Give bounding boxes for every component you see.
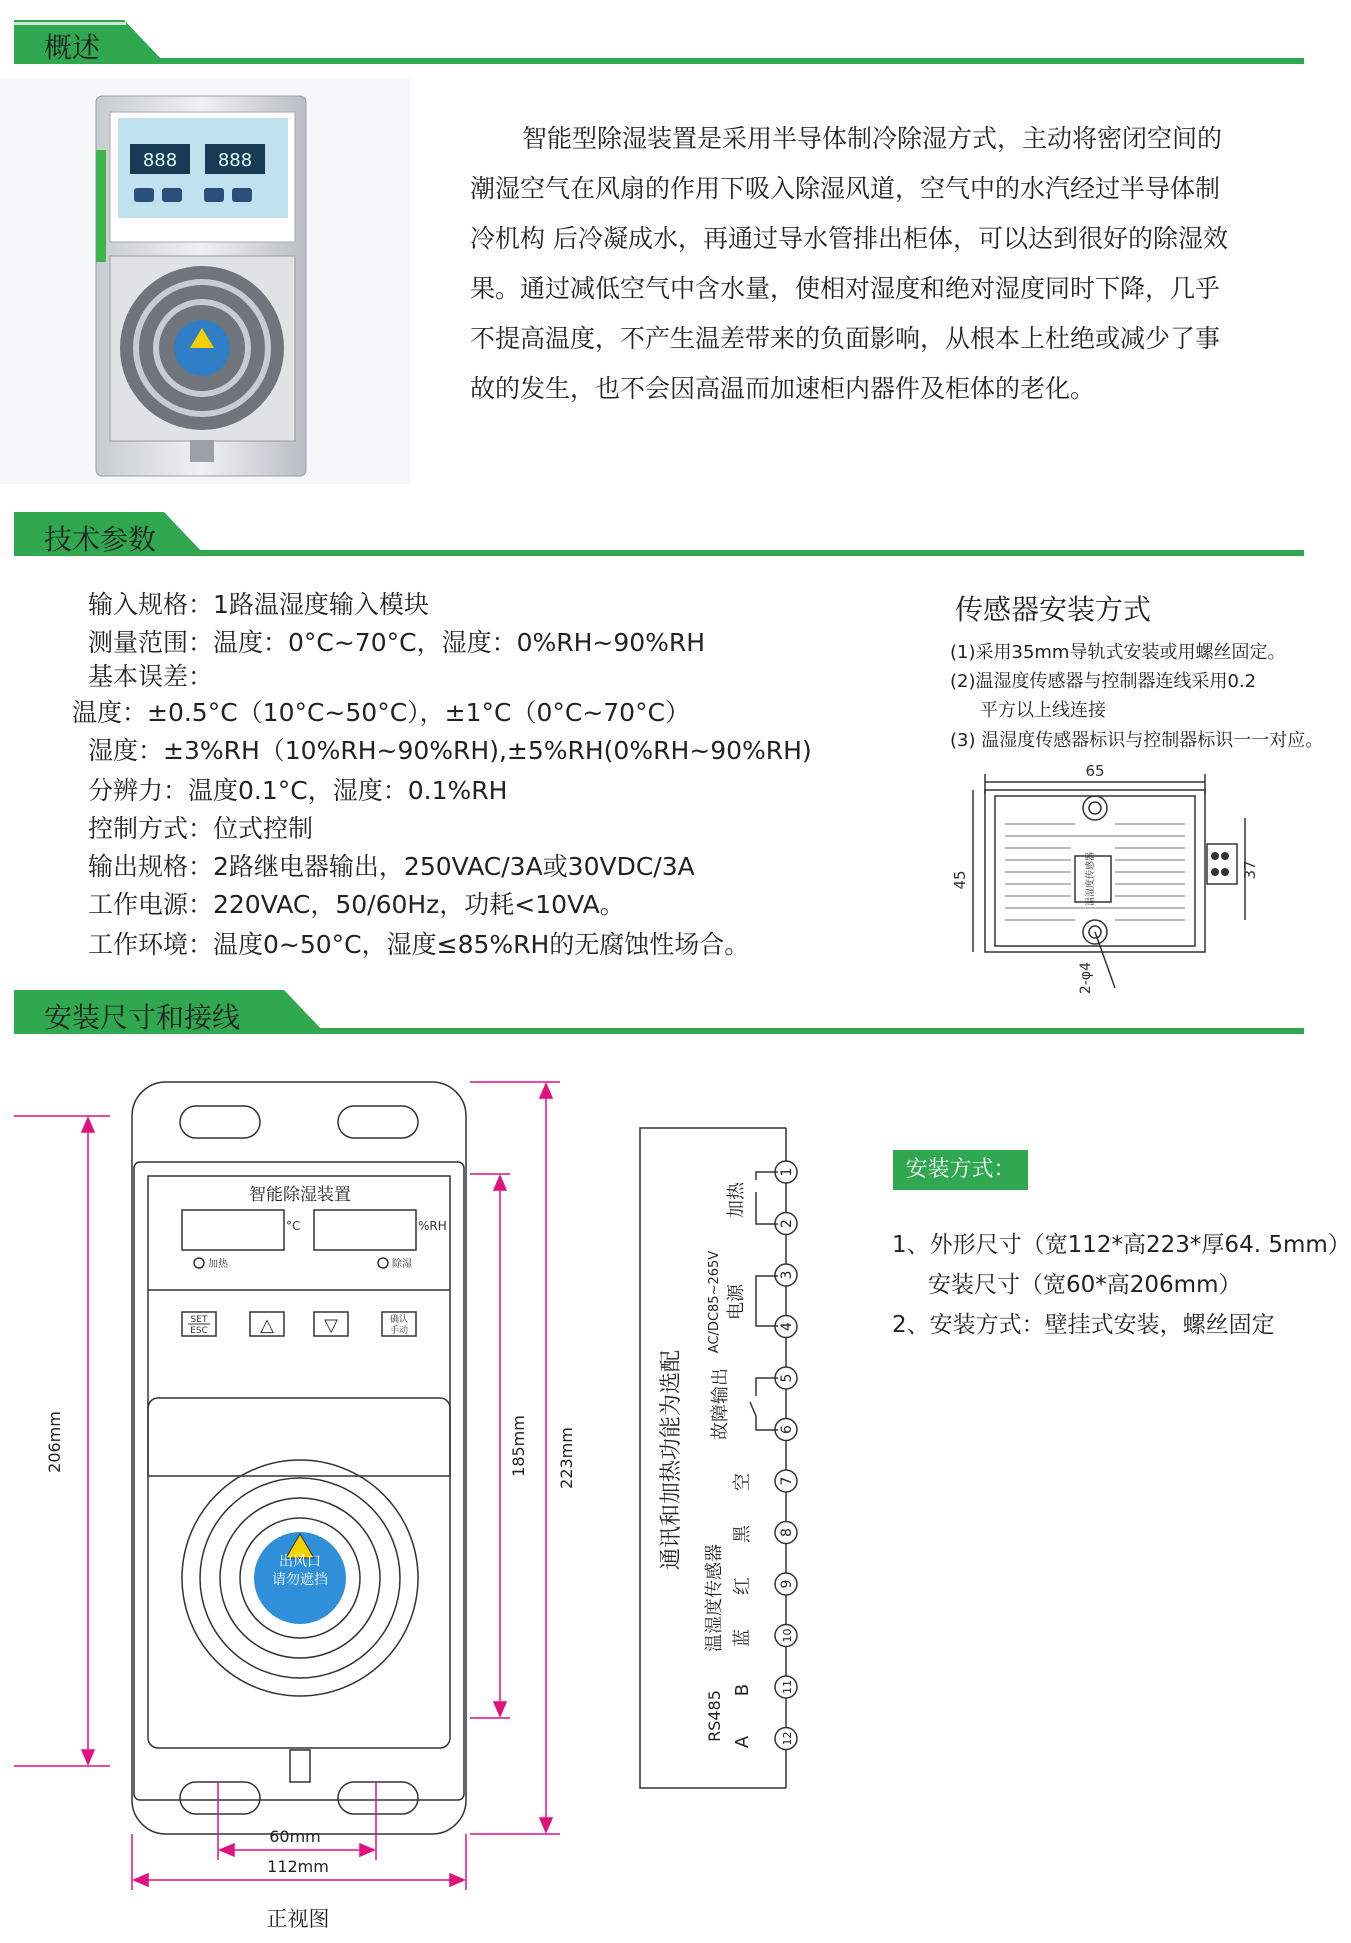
product-photo [0, 78, 410, 484]
fan-label-2: 请勿遮挡 [272, 1572, 328, 1588]
sensor-label: 温湿度传感器 [1086, 851, 1096, 907]
wiring-diagram [630, 1120, 830, 1800]
wiring-blue: 蓝 [732, 1629, 753, 1647]
section-bar-shape [14, 20, 1304, 70]
param-line: 湿度：±3%RH（10%RH~90%RH),±5%RH(0%RH~90%RH) [88, 736, 812, 765]
param-line: 工作环境：温度0~50°C，湿度≤85%RH的无腐蚀性场合。 [88, 930, 750, 959]
btn-up-icon: △ [260, 1315, 274, 1336]
param-line: 温度：±0.5°C（10°C~50°C），±1°C（0°C~70°C） [72, 698, 691, 727]
section-title: 安装尺寸和接线 [44, 1001, 241, 1034]
terminal-number: 2 [779, 1219, 795, 1228]
param-line: 分辨力：温度0.1°C，湿度：0.1%RH [88, 776, 508, 805]
product-illustration [0, 78, 410, 484]
terminal-number: 9 [779, 1579, 795, 1589]
param-line: 基本误差： [88, 662, 214, 691]
terminal-number: 3 [779, 1270, 795, 1280]
section-bar-shape [14, 512, 1304, 562]
sensor-title: 传感器安装方式 [955, 593, 1152, 626]
front-panel-title: 智能除湿装置 [249, 1185, 351, 1205]
led-heat: 加热 [208, 1259, 228, 1270]
terminal-number: 5 [779, 1373, 795, 1383]
install-line: 安装尺寸（宽60*高206mm） [928, 1272, 1242, 1298]
terminal-number: 11 [781, 1680, 794, 1694]
front-view-caption: 正视图 [266, 1907, 330, 1931]
terminal-number: 1 [779, 1167, 795, 1177]
sensor-note: 平方以上线连接 [980, 700, 1106, 721]
unit-rh: %RH [418, 1219, 447, 1233]
param-line: 输入规格：1路温湿度输入模块 [88, 590, 429, 619]
fan-label-1: 出风口 [279, 1554, 321, 1570]
overview-line: 不提高温度，不产生温差带来的负面影响，从根本上杜绝或减少了事 [470, 324, 1221, 353]
unit-celsius: °C [286, 1219, 301, 1233]
section-header-overview [14, 20, 1304, 70]
wiring-rs485: RS485 [705, 1690, 724, 1742]
photo-display-left: 888 [142, 150, 178, 171]
sensor-drawing [951, 760, 1259, 1000]
overview-line: 智能型除湿装置是采用半导体制冷除湿方式，主动将密闭空间的 [522, 124, 1223, 153]
section-header-tech [14, 512, 1304, 562]
sensor-dim-inner: 37 [1241, 860, 1259, 880]
wiring-power: 电源 [726, 1284, 747, 1320]
overview-line: 果。通过减低空气中含水量，使相对湿度和绝对湿度同时下降，几乎 [470, 274, 1221, 303]
terminal-number: 8 [779, 1528, 795, 1537]
photo-display-right: 888 [217, 150, 253, 171]
section-title: 概述 [44, 31, 101, 64]
btn-manual-label: 手动 [389, 1326, 409, 1336]
front-view-drawing [0, 1070, 600, 1940]
sensor-note: (2)温湿度传感器与控制器连线采用0.2 [950, 671, 1257, 692]
dim-112: 112mm [267, 1857, 329, 1876]
wiring-b: B [732, 1683, 753, 1697]
section-title: 技术参数 [44, 523, 157, 556]
param-line: 控制方式：位式控制 [88, 814, 314, 843]
btn-esc-label: ESC [190, 1326, 208, 1336]
install-badge: 安装方式： [893, 1150, 1028, 1190]
btn-set-label: SET [190, 1315, 208, 1325]
install-line: 1、外形尺寸（宽112*高223*厚64. 5mm） [892, 1232, 1351, 1258]
dim-185: 185mm [509, 1415, 528, 1477]
terminal-number: 4 [779, 1322, 795, 1331]
wiring-a: A [732, 1735, 753, 1749]
sensor-note: (3) 温湿度传感器标识与控制器标识一一对应。 [950, 730, 1324, 751]
wiring-sensor: 温湿度传感器 [704, 1544, 725, 1652]
wiring-power-spec: AC/DC85~265V [707, 1250, 722, 1354]
param-line: 测量范围：温度：0°C~70°C，湿度：0%RH~90%RH [88, 628, 706, 657]
btn-down-icon: ▽ [324, 1315, 338, 1336]
terminal-number: 7 [779, 1476, 795, 1486]
dim-60: 60mm [269, 1827, 321, 1846]
wiring-black: 黑 [732, 1525, 753, 1543]
terminal-number: 6 [779, 1425, 795, 1434]
overview-text [470, 114, 1240, 414]
terminal-number: 10 [781, 1628, 794, 1643]
param-line: 工作电源：220VAC，50/60Hz，功耗<10VA。 [88, 890, 625, 919]
sensor-note: (1)采用35mm导轨式安装或用螺丝固定。 [950, 642, 1286, 663]
overview-line: 冷机构 后冷凝成水，再通过导水管排出柜体，可以达到很好的除湿效 [470, 224, 1228, 253]
install-line: 2、安装方式：壁挂式安装，螺丝固定 [892, 1312, 1275, 1338]
wiring-fault: 故障输出 [710, 1368, 731, 1440]
wiring-note: 通讯和加热功能为选配 [659, 1349, 684, 1571]
led-dehum: 除湿 [392, 1259, 412, 1270]
sensor-hole: 2-φ4 [1078, 961, 1094, 995]
wiring-red: 红 [732, 1577, 753, 1595]
dim-223: 223mm [557, 1427, 576, 1489]
sensor-dim-width: 65 [1085, 762, 1105, 780]
btn-ok-label: 确认 [389, 1315, 409, 1325]
terminal-number: 12 [781, 1731, 794, 1746]
overview-line: 故的发生，也不会因高温而加速柜内器件及柜体的老化。 [470, 374, 1096, 403]
dim-206: 206mm [45, 1411, 64, 1473]
overview-line: 潮湿空气在风扇的作用下吸入除湿风道，空气中的水汽经过半导体制 [470, 174, 1221, 203]
wiring-heat: 加热 [726, 1182, 747, 1218]
param-line: 输出规格：2路继电器输出，250VAC/3A或30VDC/3A [88, 852, 695, 881]
wiring-empty: 空 [732, 1473, 753, 1491]
sensor-dim-height: 45 [951, 870, 969, 890]
